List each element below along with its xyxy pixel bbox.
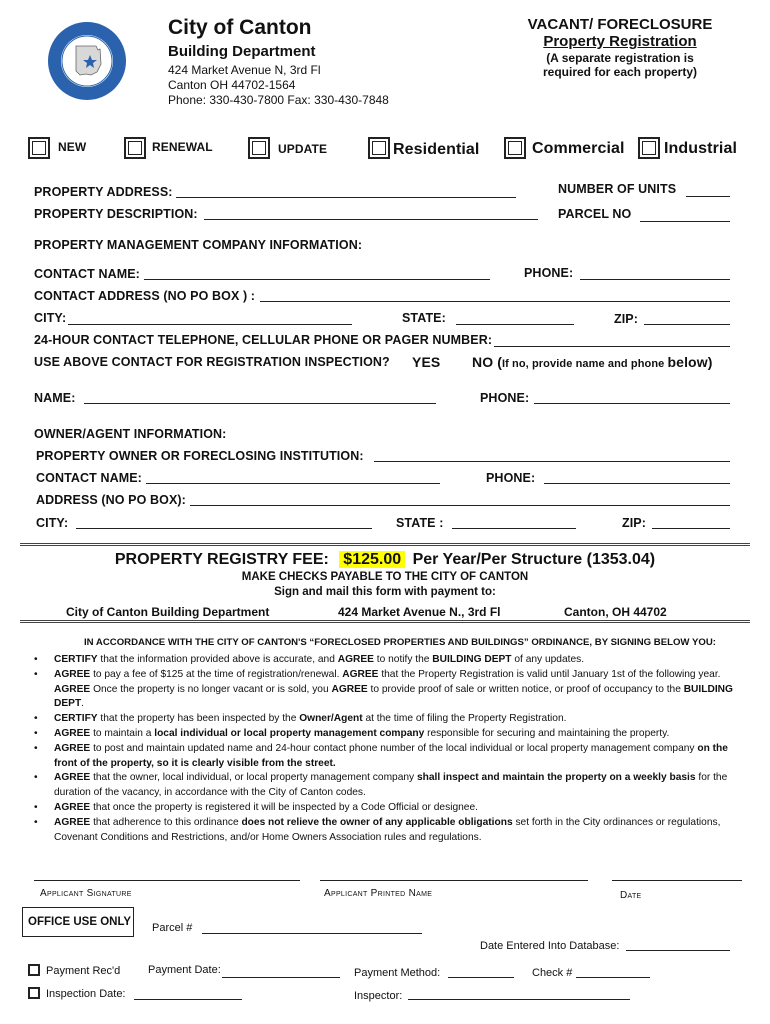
- mgmt-zip-field[interactable]: [644, 324, 730, 325]
- mgmt-city-field[interactable]: [68, 324, 352, 325]
- number-of-units-field[interactable]: [686, 196, 730, 197]
- mgmt-phone-field[interactable]: [580, 279, 730, 280]
- payment-recd-checkbox[interactable]: [28, 964, 40, 976]
- form-title-line1: VACANT/ FORECLOSURE: [527, 16, 713, 33]
- owner-institution-field[interactable]: [374, 461, 730, 462]
- owner-phone-label: PHONE:: [486, 471, 536, 485]
- inspector-field[interactable]: [408, 999, 630, 1000]
- fee-label: PROPERTY REGISTRY FEE:: [114, 551, 329, 568]
- alt-phone-field[interactable]: [534, 403, 730, 404]
- department-title: Building Department: [168, 43, 316, 60]
- owner-address-field[interactable]: [190, 505, 730, 506]
- address-line1: 424 Market Avenue N, 3rd Fl: [168, 63, 321, 77]
- mail-to-street: 424 Market Avenue N., 3rd Fl: [338, 605, 501, 619]
- payment-method-field[interactable]: [448, 977, 514, 978]
- term-3: • CERTIFY that the property has been inspected by the Owner/Agent at the time of filing the Property Registration.: [34, 712, 744, 727]
- parcel-no-field[interactable]: [640, 221, 730, 222]
- mgmt-contact-address-field[interactable]: [260, 301, 730, 302]
- owner-address-label: ADDRESS (NO PO BOX):: [36, 493, 186, 507]
- address-line2: Canton OH 44702-1564: [168, 78, 296, 92]
- label-renewal: RENEWAL: [152, 140, 213, 154]
- label-industrial: Industrial: [664, 140, 738, 157]
- mail-to-city: Canton, OH 44702: [564, 605, 667, 619]
- office-parcel-label: Parcel #: [152, 922, 193, 934]
- owner-contact-name-field[interactable]: [146, 483, 440, 484]
- payable-note: MAKE CHECKS PAYABLE TO THE CITY OF CANTON: [241, 571, 529, 583]
- management-heading: PROPERTY MANAGEMENT COMPANY INFORMATION:: [34, 238, 363, 252]
- applicant-signature-label: Applicant Signature: [40, 888, 132, 899]
- owner-institution-label: PROPERTY OWNER OR FORECLOSING INSTITUTION:: [36, 449, 364, 463]
- applicant-printed-name-label: Applicant Printed Name: [324, 888, 433, 899]
- checkbox-commercial[interactable]: [504, 137, 526, 159]
- term-4: • AGREE to maintain a local individual or local property management company responsible for securing and maintaining the property.: [34, 727, 744, 742]
- inspection-date-label: Inspection Date:: [46, 988, 126, 1000]
- date-field[interactable]: [612, 880, 742, 881]
- city-title: City of Canton: [168, 16, 312, 39]
- applicant-signature-field[interactable]: [34, 880, 300, 881]
- owner-state-label: STATE :: [396, 516, 444, 530]
- mgmt-contact-name-label: CONTACT NAME:: [34, 267, 140, 281]
- property-address-label: PROPERTY ADDRESS:: [34, 185, 173, 199]
- owner-city-field[interactable]: [76, 528, 372, 529]
- owner-city-label: CITY:: [36, 516, 69, 530]
- sign-mail-note: Sign and mail this form with payment to:: [274, 586, 496, 598]
- term-5: • AGREE to post and maintain updated name and 24-hour contact phone number of the local individual or local property management company on the front of the property, so it is clearly visible from the street.: [34, 742, 744, 772]
- fee-line: [20, 551, 750, 569]
- label-new: NEW: [58, 140, 87, 154]
- label-update: UPDATE: [278, 142, 328, 156]
- terms-intro: IN ACCORDANCE WITH THE CITY OF CANTON'S “FORECLOSED PROPERTIES AND BUILDINGS” ORDINANCE, BY SIGNING BELOW YOU:: [84, 637, 716, 648]
- owner-phone-field[interactable]: [544, 483, 730, 484]
- form-note-line2: required for each property): [542, 65, 698, 79]
- checkbox-industrial[interactable]: [638, 137, 660, 159]
- mgmt-state-label: STATE:: [402, 311, 446, 325]
- check-number-field[interactable]: [576, 977, 650, 978]
- term-6: • AGREE that the owner, local individual, or local property management company shall inspect and maintain the property on a weekly basis for the duration of the vacancy, in accordance with the City of Canton codes.: [34, 771, 744, 801]
- form-title-line2: Property Registration: [543, 33, 697, 50]
- payment-date-field[interactable]: [222, 977, 340, 978]
- term-2: • AGREE to pay a fee of $125 at the time of registration/renewal. AGREE that the Property Registration is valid until January 1st of the following year. AGREE Once the property is no longer vacant or is sold, you AGREE to provide proof of sale or written notice, or proof of occupancy to the BUILDING DEPT.: [34, 668, 744, 712]
- payment-method-label: Payment Method:: [354, 967, 441, 979]
- date-entered-label: Date Entered Into Database:: [480, 940, 620, 952]
- property-address-field[interactable]: [176, 197, 516, 198]
- option-no-note: If no, provide name and phone: [501, 358, 668, 370]
- option-no-below: below): [667, 354, 713, 370]
- alt-name-field[interactable]: [84, 403, 436, 404]
- inspection-date-checkbox[interactable]: [28, 987, 40, 999]
- mgmt-24hour-field[interactable]: [494, 346, 730, 347]
- parcel-no-label: PARCEL NO: [558, 207, 632, 221]
- property-description-label: PROPERTY DESCRIPTION:: [34, 207, 198, 221]
- label-residential: Residential: [393, 141, 480, 158]
- fee-amount: $125.00: [339, 551, 405, 568]
- form-note-line1: (A separate registration is: [546, 51, 694, 65]
- check-number-label: Check #: [532, 967, 573, 979]
- date-label: Date: [620, 890, 642, 901]
- option-yes[interactable]: YES: [412, 354, 441, 370]
- phone-fax: Phone: 330-430-7800 Fax: 330-430-7848: [168, 93, 389, 107]
- owner-zip-field[interactable]: [652, 528, 730, 529]
- applicant-printed-name-field[interactable]: [320, 880, 588, 881]
- mgmt-phone-label: PHONE:: [524, 266, 574, 280]
- fee-per: Per Year/Per Structure (1353.04): [412, 551, 656, 568]
- owner-state-field[interactable]: [452, 528, 576, 529]
- mgmt-zip-label: ZIP:: [614, 312, 639, 326]
- alt-phone-label: PHONE:: [480, 391, 530, 405]
- mail-to-name: City of Canton Building Department: [66, 605, 270, 619]
- label-commercial: Commercial: [532, 140, 625, 157]
- owner-contact-name-label: CONTACT NAME:: [36, 471, 142, 485]
- office-use-heading: OFFICE USE ONLY: [28, 916, 132, 928]
- mgmt-city-label: CITY:: [34, 311, 67, 325]
- term-8: • AGREE that adherence to this ordinance does not relieve the owner of any applicable obligations set forth in the City ordinances or regulations, Covenant Conditions and Restrictions, and/or Home Owners Association rules and regulations.: [34, 816, 744, 846]
- checkbox-update[interactable]: [248, 137, 270, 159]
- payment-recd-label: Payment Rec'd: [46, 965, 121, 977]
- mgmt-24hour-label: 24-HOUR CONTACT TELEPHONE, CELLULAR PHONE OR PAGER NUMBER:: [34, 333, 493, 347]
- mgmt-contact-name-field[interactable]: [144, 279, 490, 280]
- alt-name-label: NAME:: [34, 391, 76, 405]
- mgmt-contact-address-label: CONTACT ADDRESS (NO PO BOX ) :: [34, 289, 256, 303]
- inspection-date-field[interactable]: [134, 999, 242, 1000]
- number-of-units-label: NUMBER OF UNITS: [558, 182, 677, 196]
- city-seal-logo: [46, 20, 128, 102]
- option-no-label: NO (: [472, 354, 502, 370]
- checkbox-residential[interactable]: [368, 137, 390, 159]
- office-parcel-field[interactable]: [202, 933, 422, 934]
- term-1: • CERTIFY that the information provided above is accurate, and AGREE to notify the BUILDING DEPT of any updates.: [34, 653, 744, 668]
- use-above-contact-label: USE ABOVE CONTACT FOR REGISTRATION INSPECTION?: [34, 355, 390, 369]
- checkbox-new[interactable]: [28, 137, 50, 159]
- mgmt-state-field[interactable]: [456, 324, 574, 325]
- owner-heading: OWNER/AGENT INFORMATION:: [34, 427, 227, 441]
- fee-box: [20, 543, 750, 623]
- property-description-field[interactable]: [204, 219, 538, 220]
- term-7: • AGREE that once the property is registered it will be inspected by a Code Official or designee.: [34, 801, 744, 816]
- inspector-label: Inspector:: [354, 990, 403, 1002]
- checkbox-renewal[interactable]: [124, 137, 146, 159]
- owner-zip-label: ZIP:: [622, 516, 647, 530]
- option-no[interactable]: [472, 354, 712, 370]
- form-title: [500, 16, 740, 79]
- terms-list: [34, 653, 744, 845]
- payment-date-label: Payment Date:: [148, 964, 221, 976]
- date-entered-field[interactable]: [626, 950, 730, 951]
